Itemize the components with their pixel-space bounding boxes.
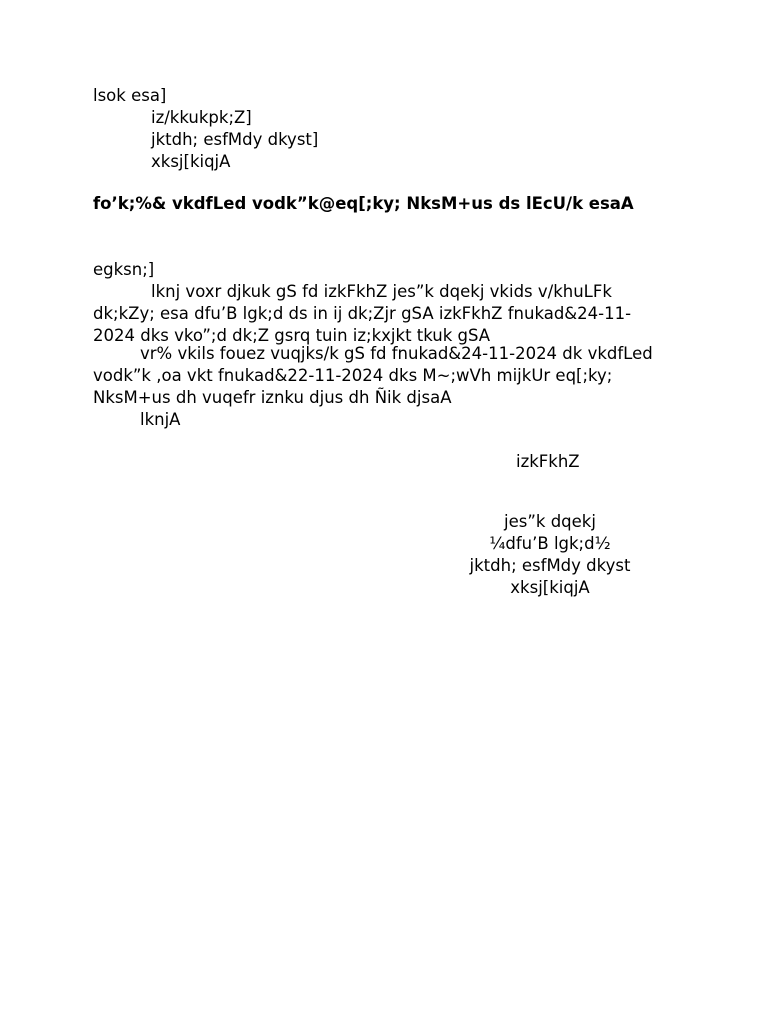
body-paragraph-2: vr% vkils fouez vuqjks/k gS fd fnukad&24-11-2024 dk vkdfLed vodk”k ,oa vkt fnukad&22-11-2024 dks M~;wVh mijkUr eq[;ky; NksM+us dh vuqefr iznku djus dh Ñik djsaA <box>93 344 653 407</box>
signature-label: izkFkhZ <box>516 452 580 471</box>
salutation: egksn;] <box>93 260 155 279</box>
signature-designation: ¼dfu’B lgk;d½ <box>489 534 611 553</box>
recipient-line-4: xksj[kiqjA <box>151 152 231 171</box>
recipient-line-3: jktdh; esfMdy dkyst] <box>151 130 319 149</box>
body-paragraph-1: lknj voxr djkuk gS fd izkFkhZ jes”k dqekj vkids v/khuLFk dk;kZy; esa dfu’B lgk;d ds in ij dk;Zjr gSA izkFkhZ fnukad&24-11-2024 dks vko”;d dk;Z gsrq tuin iz;kxjkt tkuk gSA <box>93 282 632 345</box>
signature-college: jktdh; esfMdy dkyst <box>469 556 631 575</box>
recipient-line-2: iz/kkukpk;Z] <box>151 108 252 127</box>
recipient-line-1: lsok esa] <box>93 86 167 105</box>
closing: lknjA <box>140 410 181 429</box>
signature-name: jes”k dqekj <box>504 512 596 531</box>
subject-line: fo’k;%& vkdfLed vodk”k@eq[;ky; NksM+us ds lEcU/k esaA <box>93 194 634 213</box>
signature-city: xksj[kiqjA <box>510 578 590 597</box>
